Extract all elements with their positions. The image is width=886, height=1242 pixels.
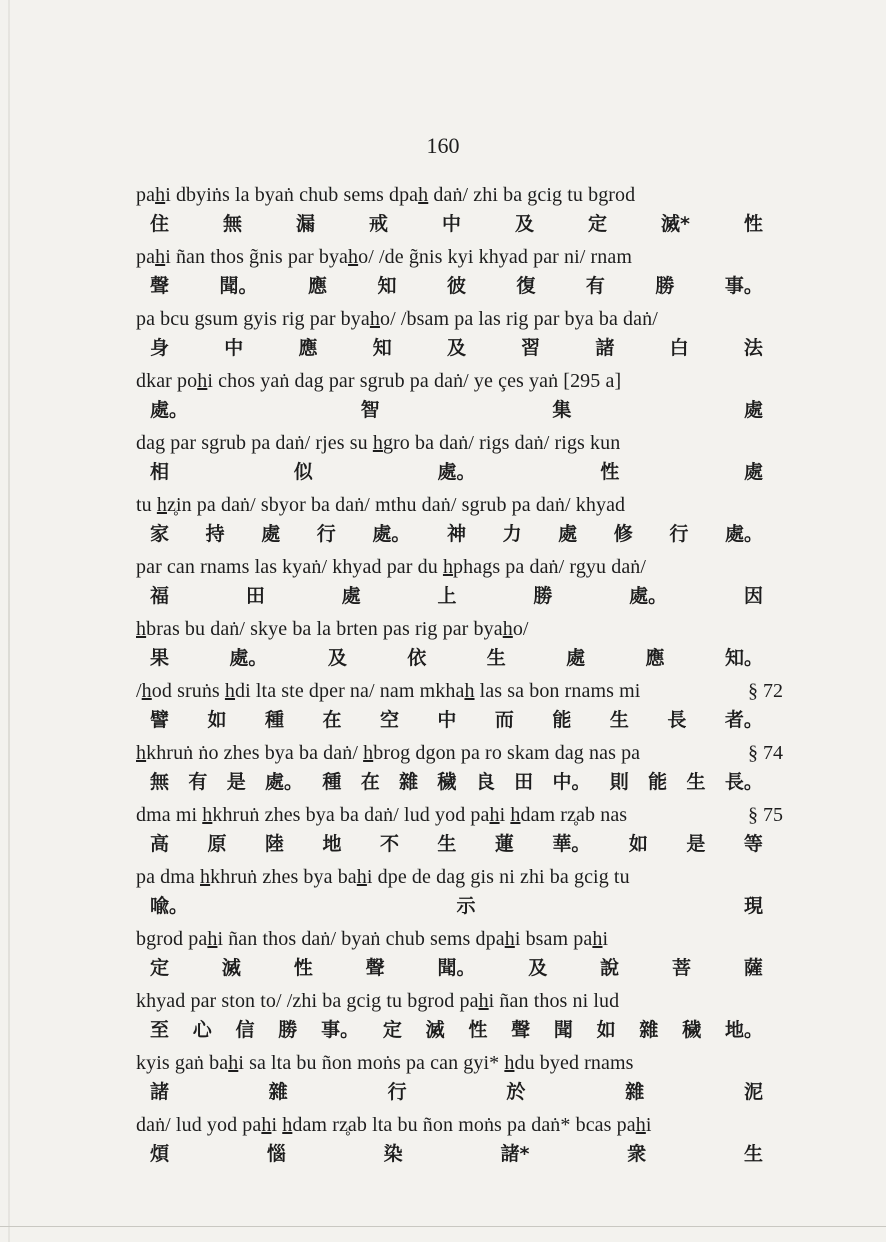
chinese-character: 如 <box>207 709 227 731</box>
chinese-line <box>136 334 783 362</box>
tibetan-text: hkhruṅ ṅo zhes bya ba daṅ/ hbrog dgon pa ro skam dag nas pa <box>136 742 641 764</box>
chinese-character: 行 <box>316 523 336 545</box>
chinese-character: 生 <box>486 647 506 669</box>
chinese-character: 知 <box>377 275 397 297</box>
chinese-character: 而 <box>494 709 514 731</box>
chinese-line <box>136 210 783 238</box>
chinese-character: 知 <box>372 337 392 359</box>
chinese-line <box>136 582 783 610</box>
chinese-character: 諸* <box>500 1143 530 1165</box>
chinese-character: 惱 <box>266 1143 286 1165</box>
chinese-character: 處 <box>261 523 281 545</box>
chinese-character: 良 <box>475 771 495 793</box>
chinese-character: 心 <box>192 1019 212 1041</box>
chinese-character: 滅 <box>425 1019 445 1041</box>
tibetan-text: pa dma hkhruṅ zhes bya bahi dpe de dag gis ni zhi ba gcig tu <box>136 866 630 888</box>
tibetan-line <box>136 552 783 582</box>
chinese-character: 行 <box>387 1081 407 1103</box>
chinese-character: 薩 <box>743 957 763 979</box>
chinese-character: 處 <box>743 399 763 421</box>
chinese-character: 中 <box>437 709 457 731</box>
line-pair <box>136 1048 783 1106</box>
tibetan-text: daṅ/ lud yod pahi hdam rz̥ab lta bu ñon moṅs pa daṅ* bcas pahi <box>136 1114 652 1136</box>
chinese-character: 陸 <box>264 833 284 855</box>
section-marker: § 74 <box>748 742 783 764</box>
chinese-character: 白 <box>669 337 689 359</box>
chinese-character: 應 <box>645 647 665 669</box>
tibetan-text: hbras bu daṅ/ skye ba la brten pas rig par byaho/ <box>136 618 529 640</box>
chinese-character: 種 <box>322 771 342 793</box>
chinese-character: 處 <box>341 585 361 607</box>
page-bottom-edge <box>0 1226 886 1227</box>
chinese-character: 處。 <box>229 647 268 669</box>
chinese-character: 生 <box>686 771 706 793</box>
chinese-character: 菩 <box>672 957 692 979</box>
chinese-character: 定 <box>588 213 608 235</box>
chinese-character: 戒 <box>369 213 389 235</box>
chinese-character: 上 <box>437 585 457 607</box>
tibetan-line <box>136 986 783 1016</box>
chinese-character: 煩 <box>150 1143 170 1165</box>
chinese-character: 中。 <box>552 771 591 793</box>
chinese-character: 應 <box>298 337 318 359</box>
chinese-character: 如 <box>596 1019 616 1041</box>
chinese-character: 應 <box>307 275 327 297</box>
chinese-character: 信 <box>235 1019 255 1041</box>
chinese-character: 處 <box>566 647 586 669</box>
line-pair <box>136 242 783 300</box>
chinese-line <box>136 520 783 548</box>
chinese-character: 處 <box>743 461 763 483</box>
chinese-line <box>136 396 783 424</box>
chinese-character: 聲 <box>365 957 385 979</box>
chinese-character: 地。 <box>724 1019 763 1041</box>
chinese-character: 聞。 <box>219 275 258 297</box>
chinese-line <box>136 1016 783 1044</box>
line-pair <box>136 552 783 610</box>
chinese-character: 知。 <box>724 647 763 669</box>
chinese-character: 是 <box>226 771 246 793</box>
chinese-character: 如 <box>628 833 648 855</box>
chinese-character: 復 <box>516 275 536 297</box>
chinese-character: 勝 <box>278 1019 298 1041</box>
chinese-character: 有 <box>188 771 208 793</box>
tibetan-line <box>136 1048 783 1078</box>
chinese-character: 泥 <box>743 1081 763 1103</box>
chinese-character: 性 <box>743 213 763 235</box>
chinese-character: 相 <box>150 461 170 483</box>
chinese-character: 處。 <box>437 461 476 483</box>
chinese-character: 生 <box>609 709 629 731</box>
tibetan-line <box>136 490 783 520</box>
chinese-character: 能 <box>552 709 572 731</box>
tibetan-text: par can rnams las kyaṅ/ khyad par du hphags pa daṅ/ rgyu daṅ/ <box>136 556 647 578</box>
chinese-character: 生 <box>743 1143 763 1165</box>
tibetan-text: bgrod pahi ñan thos daṅ/ byaṅ chub sems dpahi bsam pahi <box>136 928 609 950</box>
tibetan-text: pahi ñan thos g̃nis par byaho/ /de g̃nis kyi khyad par ni/ rnam <box>136 246 633 268</box>
chinese-line <box>136 1078 783 1106</box>
tibetan-line <box>136 304 783 334</box>
chinese-character: 聲 <box>511 1019 531 1041</box>
chinese-character: 喩。 <box>150 895 189 917</box>
tibetan-text: khyad par ston to/ /zhi ba gcig tu bgrod pahi ñan thos ni lud <box>136 990 620 1012</box>
chinese-character: 說 <box>600 957 620 979</box>
chinese-character: 似 <box>293 461 313 483</box>
chinese-character: 雜 <box>399 771 419 793</box>
chinese-character: 力 <box>502 523 522 545</box>
tibetan-line <box>136 242 783 272</box>
chinese-character: 諸 <box>150 1081 170 1103</box>
chinese-character: 及 <box>515 213 535 235</box>
chinese-character: 中 <box>224 337 244 359</box>
tibetan-text: dma mi hkhruṅ zhes bya ba daṅ/ lud yod pahi hdam rz̥ab nas <box>136 804 628 826</box>
chinese-character: 穢 <box>437 771 457 793</box>
line-pair <box>136 428 783 486</box>
chinese-character: 處 <box>558 523 578 545</box>
chinese-character: 蓮 <box>494 833 514 855</box>
line-pair <box>136 676 783 734</box>
line-pair <box>136 366 783 424</box>
chinese-character: 長 <box>667 709 687 731</box>
tibetan-text: tu hz̥in pa daṅ/ sbyor ba daṅ/ mthu daṅ/ sgrub pa daṅ/ khyad <box>136 494 626 516</box>
line-pair <box>136 862 783 920</box>
chinese-character: 則 <box>609 771 629 793</box>
chinese-character: 無 <box>150 771 170 793</box>
chinese-character: 等 <box>743 833 763 855</box>
chinese-character: 及 <box>327 647 347 669</box>
line-pair <box>136 180 783 238</box>
tibetan-text: pa bcu gsum gyis rig par byaho/ /bsam pa las rig par bya ba daṅ/ <box>136 308 658 330</box>
line-pair <box>136 304 783 362</box>
chinese-character: 神 <box>446 523 466 545</box>
chinese-character: 於 <box>506 1081 526 1103</box>
chinese-line <box>136 954 783 982</box>
chinese-character: 聲 <box>150 275 170 297</box>
page-number: 160 <box>426 133 460 158</box>
chinese-line <box>136 272 783 300</box>
chinese-character: 雜 <box>639 1019 659 1041</box>
tibetan-line <box>136 924 783 954</box>
chinese-character: 染 <box>383 1143 403 1165</box>
chinese-line <box>136 644 783 672</box>
chinese-character: 及 <box>446 337 466 359</box>
chinese-character: 穢 <box>682 1019 702 1041</box>
chinese-character: 集 <box>552 399 572 421</box>
chinese-character: 家 <box>150 523 170 545</box>
chinese-character: 福 <box>150 585 170 607</box>
chinese-character: 聞。 <box>437 957 476 979</box>
tibetan-line <box>136 366 783 396</box>
chinese-character: 諸 <box>595 337 615 359</box>
chinese-character: 修 <box>613 523 633 545</box>
section-marker: § 72 <box>748 680 783 702</box>
chinese-line <box>136 892 783 920</box>
chinese-character: 田 <box>514 771 534 793</box>
line-pair <box>136 986 783 1044</box>
tibetan-line <box>136 614 783 644</box>
chinese-character: 勝 <box>655 275 675 297</box>
chinese-character: 處。 <box>629 585 668 607</box>
chinese-character: 生 <box>437 833 457 855</box>
tibetan-text: kyis gaṅ bahi sa lta bu ñon moṅs pa can gyi* hdu byed rnams <box>136 1052 634 1074</box>
chinese-character: 彼 <box>446 275 466 297</box>
chinese-character: 在 <box>322 709 342 731</box>
chinese-character: 示 <box>456 895 476 917</box>
chinese-character: 有 <box>585 275 605 297</box>
tibetan-line <box>136 676 783 706</box>
chinese-character: 習 <box>521 337 541 359</box>
chinese-character: 滅 <box>221 957 241 979</box>
chinese-character: 田 <box>245 585 265 607</box>
chinese-character: 至 <box>150 1019 170 1041</box>
line-pair <box>136 614 783 672</box>
chinese-character: 高 <box>150 833 170 855</box>
chinese-character: 是 <box>686 833 706 855</box>
tibetan-line <box>136 862 783 892</box>
chinese-line <box>136 1140 783 1168</box>
chinese-character: 定 <box>150 957 170 979</box>
chinese-character: 能 <box>648 771 668 793</box>
tibetan-line <box>136 738 783 768</box>
chinese-character: 定 <box>382 1019 402 1041</box>
chinese-character: 處。 <box>724 523 763 545</box>
chinese-line <box>136 706 783 734</box>
line-pair <box>136 924 783 982</box>
chinese-character: 華。 <box>552 833 591 855</box>
chinese-character: 雜 <box>625 1081 645 1103</box>
chinese-character: 住 <box>150 213 170 235</box>
chinese-character: 因 <box>743 585 763 607</box>
chinese-character: 勝 <box>533 585 553 607</box>
chinese-character: 行 <box>669 523 689 545</box>
chinese-character: 滅* <box>661 213 690 235</box>
chinese-character: 性 <box>600 461 620 483</box>
tibetan-text: pahi dbyiṅs la byaṅ chub sems dpah daṅ/ zhi ba gcig tu bgrod <box>136 184 636 206</box>
tibetan-line <box>136 428 783 458</box>
chinese-character: 現 <box>743 895 763 917</box>
chinese-character: 性 <box>468 1019 488 1041</box>
tibetan-line <box>136 1110 783 1140</box>
line-pair <box>136 800 783 858</box>
chinese-character: 漏 <box>296 213 316 235</box>
section-marker: § 75 <box>748 804 783 826</box>
scan-edge-shadow <box>8 0 10 1242</box>
chinese-character: 中 <box>442 213 462 235</box>
chinese-character: 依 <box>407 647 427 669</box>
chinese-character: 處。 <box>265 771 304 793</box>
chinese-character: 不 <box>379 833 399 855</box>
chinese-character: 事。 <box>724 275 763 297</box>
chinese-character: 事。 <box>321 1019 360 1041</box>
chinese-character: 衆 <box>627 1143 647 1165</box>
chinese-character: 果 <box>150 647 170 669</box>
tibetan-text: dkar pohi chos yaṅ dag par sgrub pa daṅ/ ye çes yaṅ [295 a] <box>136 370 622 392</box>
chinese-character: 長。 <box>724 771 763 793</box>
chinese-character: 者。 <box>724 709 763 731</box>
tibetan-text: /hod sruṅs hdi lta ste dper na/ nam mkhah las sa bon rnams mi <box>136 680 641 702</box>
chinese-character: 智 <box>360 399 380 421</box>
tibetan-line <box>136 180 783 210</box>
chinese-character: 種 <box>264 709 284 731</box>
chinese-character: 在 <box>360 771 380 793</box>
chinese-character: 處。 <box>150 399 189 421</box>
line-pair <box>136 490 783 548</box>
chinese-character: 空 <box>379 709 399 731</box>
chinese-character: 身 <box>150 337 170 359</box>
chinese-line <box>136 768 783 796</box>
chinese-character: 原 <box>207 833 227 855</box>
chinese-character: 譬 <box>150 709 170 731</box>
bilingual-text-block <box>136 180 783 1172</box>
chinese-character: 持 <box>205 523 225 545</box>
tibetan-text: dag par sgrub pa daṅ/ rjes su hgro ba daṅ/ rigs daṅ/ rigs kun <box>136 432 621 454</box>
chinese-character: 雜 <box>268 1081 288 1103</box>
chinese-line <box>136 830 783 858</box>
line-pair <box>136 1110 783 1168</box>
chinese-character: 性 <box>293 957 313 979</box>
chinese-line <box>136 458 783 486</box>
line-pair <box>136 738 783 796</box>
chinese-character: 地 <box>322 833 342 855</box>
chinese-character: 無 <box>223 213 243 235</box>
chinese-character: 及 <box>528 957 548 979</box>
chinese-character: 法 <box>743 337 763 359</box>
chinese-character: 聞 <box>553 1019 573 1041</box>
tibetan-line <box>136 800 783 830</box>
chinese-character: 處。 <box>372 523 411 545</box>
